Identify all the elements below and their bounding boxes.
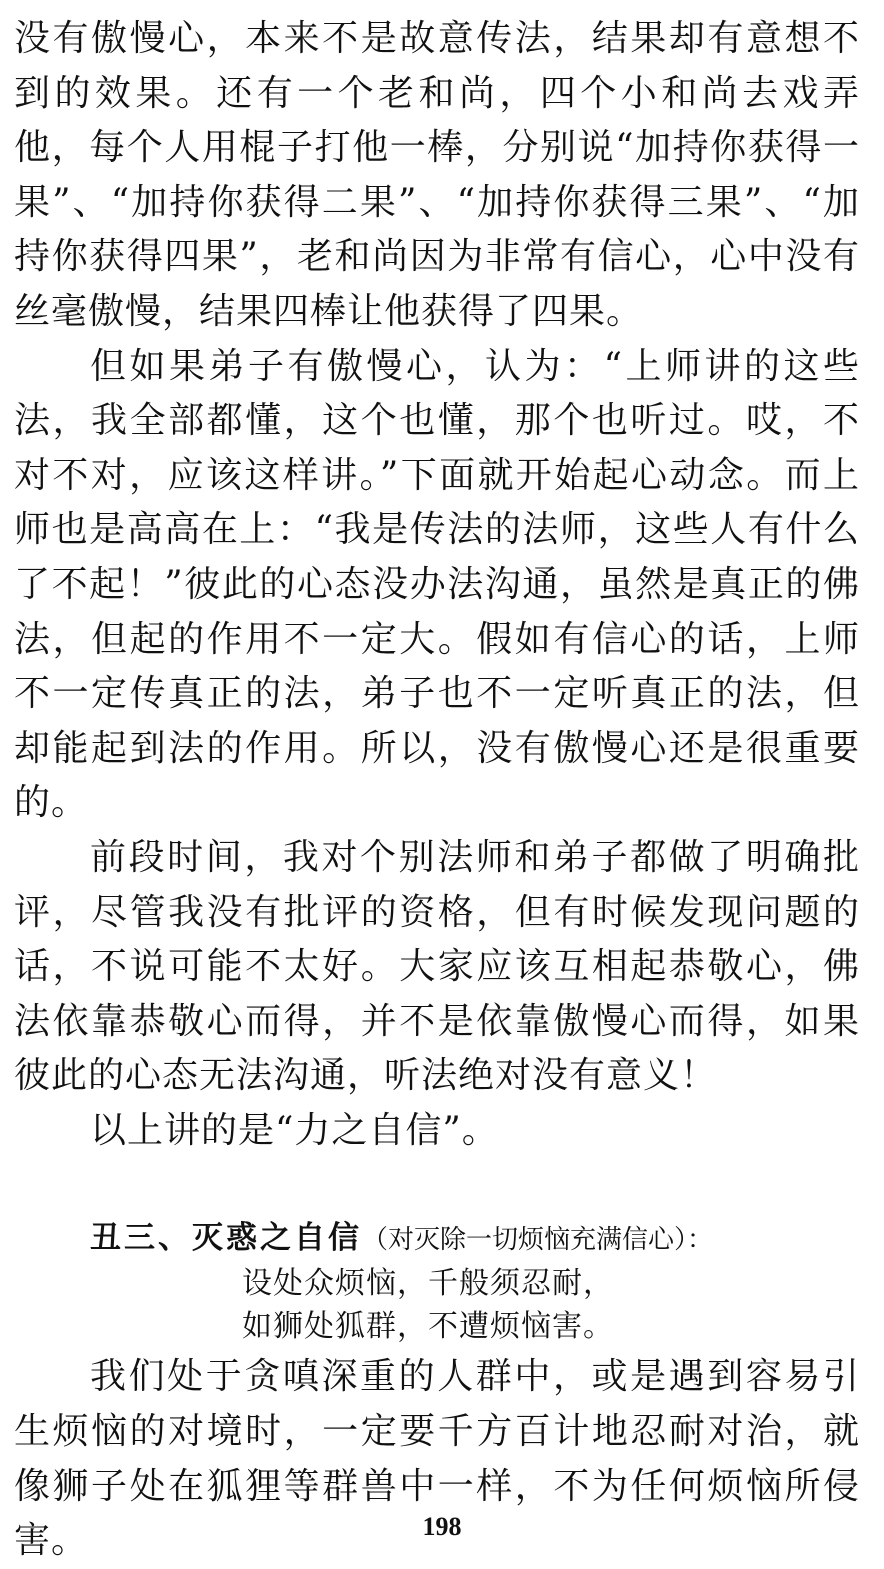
section-heading-note: （对灭除一切烦恼充满信心）： — [362, 1225, 714, 1256]
section-heading-title: 丑三、灭惑之自信 — [90, 1220, 362, 1257]
commentary-paragraph: 我们处于贪嗔深重的人群中，或是遇到容易引生烦恼的对境时，一定要千方百计地忍耐对治，就像狮子处在狐狸等群兽中一样，不为任何烦恼所侵害。 — [14, 1356, 860, 1562]
section-heading — [90, 1216, 860, 1262]
body-paragraph-1: 没有傲慢心，本来不是故意传法，结果却有意想不到的效果。还有一个老和尚，四个小和尚去戏弄他，每个人用棍子打他一棒，分别说“加持你获得一果”、“加持你获得二果”、“加持你获得三果”、“加持你获得四果”，老和尚因为非常有信心，心中没有丝毫傲慢，结果四棒让他获得了四果。 — [14, 18, 860, 332]
page-number: 198 — [422, 1512, 462, 1541]
verse-line-2: 如狮处狐群，不遭烦恼害。 — [242, 1309, 614, 1345]
root-verse — [14, 1262, 860, 1348]
verse-line-1: 设处众烦恼，千般须忍耐， — [242, 1266, 614, 1302]
book-page — [14, 12, 860, 1569]
body-paragraph-4: 以上讲的是“力之自信”。 — [90, 1109, 499, 1151]
body-paragraph-2: 但如果弟子有傲慢心，认为：“上师讲的这些法，我全部都懂，这个也懂，那个也听过。哎，不对不对，应该这样讲。”下面就开始起心动念。而上师也是高高在上：“我是传法的法师，这些人有什么了不起！”彼此的心态没办法沟通，虽然是真正的佛法，但起的作用不一定大。假如有信心的话，上师不一定传真正的法，弟子也不一定听真正的法，但却能起到法的作用。所以，没有傲慢心还是很重要的。 — [14, 345, 860, 824]
body-paragraph-3: 前段时间，我对个别法师和弟子都做了明确批评，尽管我没有批评的资格，但有时候发现问题的话，不说可能不太好。大家应该互相起恭敬心，佛法依靠恭敬心而得，并不是依靠傲慢心而得，如果彼此的心态无法沟通，听法绝对没有意义！ — [14, 836, 860, 1097]
